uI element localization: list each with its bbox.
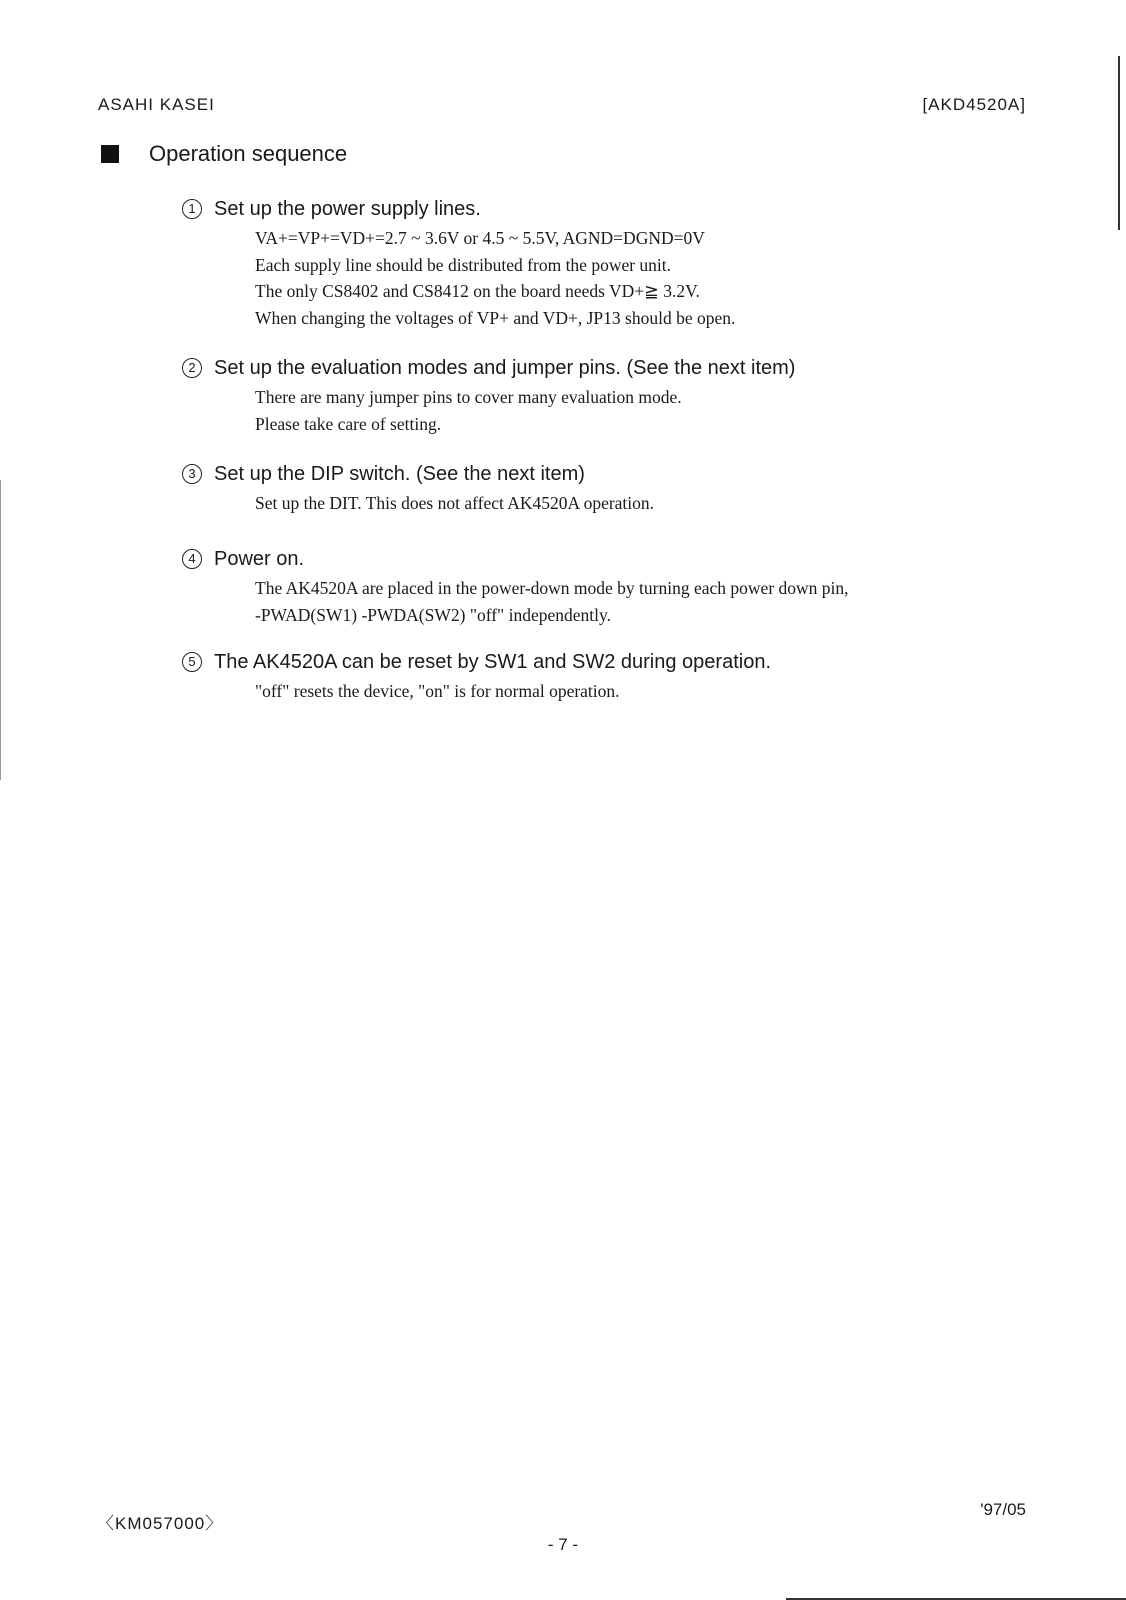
- step-text-line: When changing the voltages of VP+ and VD+, JP13 should be open.: [255, 307, 736, 328]
- step-title: The AK4520A can be reset by SW1 and SW2 during operation.: [214, 650, 772, 673]
- step-text-line: Please take care of setting.: [255, 413, 442, 434]
- step-item: [182, 195, 1042, 331]
- header-doc-id: [AKD4520A]: [922, 95, 1026, 114]
- footer-doc-code: 〈KM057000〉: [97, 1514, 224, 1533]
- footer-date: '97/05: [980, 1500, 1026, 1519]
- circled-number-icon: 1: [182, 199, 202, 219]
- square-bullet-icon: [101, 145, 119, 163]
- circled-number-icon: 4: [182, 549, 202, 569]
- step-text-line: The AK4520A are placed in the power-down mode by turning each power down pin,: [255, 578, 849, 598]
- step-text-line: Set up the DIT. This does not affect AK4520A operation.: [255, 493, 655, 513]
- step-text-line: -PWAD(SW1) -PWDA(SW2) "off" independently.: [255, 604, 611, 625]
- step-title: Set up the power supply lines.: [214, 197, 481, 220]
- scan-edge-line: [1118, 56, 1120, 230]
- step-text-line: The only CS8402 and CS8412 on the board needs VD+≧ 3.2V.: [255, 281, 700, 301]
- step-item: [182, 354, 1042, 437]
- step-item: [182, 648, 1042, 705]
- header-company: ASAHI KASEI: [98, 95, 215, 114]
- page-number: - 7 -: [547, 1535, 579, 1554]
- step-title: Set up the DIP switch. (See the next item): [214, 462, 585, 485]
- circled-number-icon: 2: [182, 358, 202, 378]
- circled-number-icon: 5: [182, 652, 202, 672]
- scan-edge-line: [0, 480, 1, 780]
- step-text-line: There are many jumper pins to cover many evaluation mode.: [255, 387, 682, 407]
- circled-number-icon: 3: [182, 464, 202, 484]
- step-title: Power on.: [214, 547, 305, 570]
- step-item: [182, 545, 1042, 628]
- step-item: [182, 460, 1042, 517]
- section-title: Operation sequence: [149, 141, 348, 166]
- step-title: Set up the evaluation modes and jumper pins. (See the next item): [214, 356, 796, 379]
- step-text-line: "off" resets the device, "on" is for normal operation.: [255, 681, 620, 701]
- section-heading: [101, 141, 347, 167]
- step-text-line: Each supply line should be distributed from the power unit.: [255, 254, 672, 275]
- step-text-line: VA+=VP+=VD+=2.7 ~ 3.6V or 4.5 ~ 5.5V, AGND=DGND=0V: [255, 228, 705, 248]
